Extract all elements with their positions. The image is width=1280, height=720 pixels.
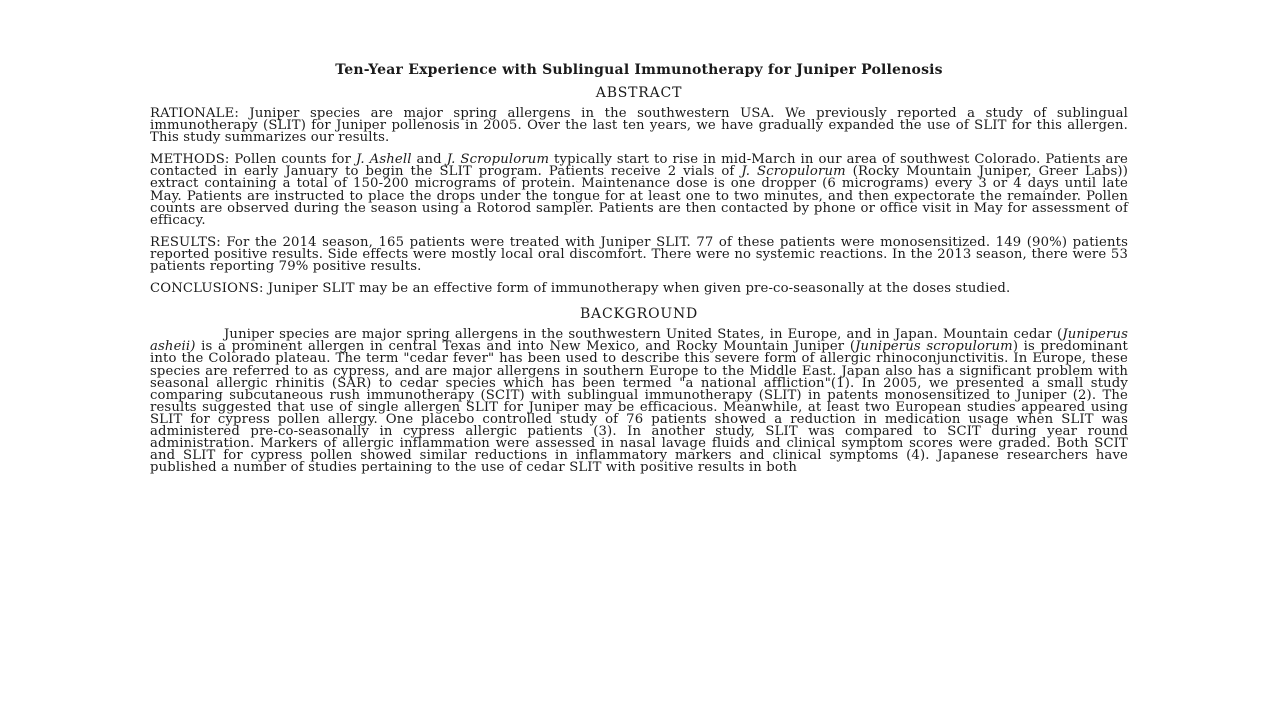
background-paragraph bbox=[150, 329, 1128, 474]
background-text-c: ) is predominant into the Colorado plateau. The term "cedar fever" has been used to describe this severe form of allergic rhinoconjunctivitis. In Europe, these species are referred to as cypress, and are major allergens in southern Europe to the Middle East. Japan also has a significant problem with seasonal allergic rhinitis (SAR) to cedar species which has been termed "a national affliction"(1). In 2005, we presented a small study comparing subcutaneous rush immunotherapy (SCIT) with sublingual immunotherapy (SLIT) in patents monosensitized to Juniper (2). The results suggested that use of single allergen SLIT for Juniper may be efficacious. Meanwhile, at least two European studies appeared using SLIT for cypress pollen allergy. One placebo controlled study of 76 patients showed a reduction in medication usage when SLIT was administered pre-co-seasonally in cypress allergic patients (3). In another study, SLIT was compared to SCIT during year round administration. Markers of allergic inflammation were assessed in nasal lavage fluids and clinical symptom scores were graded. Both SCIT and SLIT for cypress pollen showed similar reductions in inflammatory markers and clinical symptoms (4). Japanese researchers have published a number of studies pertaining to the use of cedar SLIT with positive results in both bbox=[150, 339, 1129, 476]
background-species-2: Juniperus scropulorum bbox=[855, 339, 1013, 355]
methods-text-b: and bbox=[411, 152, 447, 168]
abstract-heading: ABSTRACT bbox=[595, 85, 683, 101]
methods-species-2: J. Scropulorum bbox=[446, 152, 550, 168]
results-paragraph bbox=[150, 234, 1128, 275]
methods-paragraph bbox=[150, 154, 1128, 227]
conclusions-label: CONCLUSIONS: bbox=[150, 281, 264, 297]
conclusions-paragraph bbox=[150, 283, 1128, 295]
methods-species-3: J. Scropulorum bbox=[741, 164, 846, 180]
methods-species-1: J. Ashell bbox=[355, 152, 412, 168]
document-page bbox=[150, 60, 1128, 484]
background-text-a: Juniper species are major spring allergens in the southwestern United States, in Europe, and in Japan. Mountain cedar ( bbox=[224, 327, 1063, 343]
rationale-paragraph bbox=[150, 108, 1128, 144]
rationale-label: RATIONALE: bbox=[150, 106, 239, 121]
methods-text-c: typically start to rise in mid-March in our area of southwest Colorado. Patients are contacted in early January to begin the SLIT program. Patients receive 2 vials of bbox=[150, 152, 1128, 180]
background-text-b: is a prominent allergen in central Texas and into New Mexico, and Rocky Mountain Juniper ( bbox=[195, 339, 856, 355]
results-label: RESULTS: bbox=[150, 234, 221, 250]
paper-title: Ten-Year Experience with Sublingual Immunotherapy for Juniper Pollenosis bbox=[335, 62, 943, 78]
methods-text-a: Pollen counts for bbox=[229, 152, 356, 168]
rationale-text: Juniper species are major spring allergens in the southwestern USA. We previously reported a study of sublingual immunotherapy (SLIT) for Juniper pollenosis in 2005. Over the last ten years, we have gradually expanded the use of SLIT for this allergen. This study summarizes our results. bbox=[150, 106, 1128, 146]
methods-label: METHODS: bbox=[150, 152, 230, 168]
background-species-1: Juniperus asheii) bbox=[150, 327, 1128, 355]
background-heading: BACKGROUND bbox=[579, 306, 699, 323]
results-text: For the 2014 season, 165 patients were treated with Juniper SLIT. 77 of these patients were monosensitized. 149 (90%) patients reported positive results. Side effects were mostly local oral discomfort. There were no systemic reactions. In the 2013 season, there were 53 patients reporting 79% positive results. bbox=[150, 234, 1128, 275]
methods-text-d: (Rocky Mountain Juniper, Greer Labs)) extract containing a total of 150-200 micrograms of protein. Maintenance dose is one dropper (6 micrograms) every 3 or 4 days until late May. Patients are instructed to place the drops under the tongue for at least one to two minutes, and then expectorate the remainder. Pollen counts are observed during the season using a Rotorod sampler. Patients are then contacted by phone or office visit in May for assessment of efficacy. bbox=[150, 164, 1128, 228]
conclusions-text: Juniper SLIT may be an effective form of immunotherapy when given pre-co-seasonally at the doses studied. bbox=[263, 281, 1011, 297]
